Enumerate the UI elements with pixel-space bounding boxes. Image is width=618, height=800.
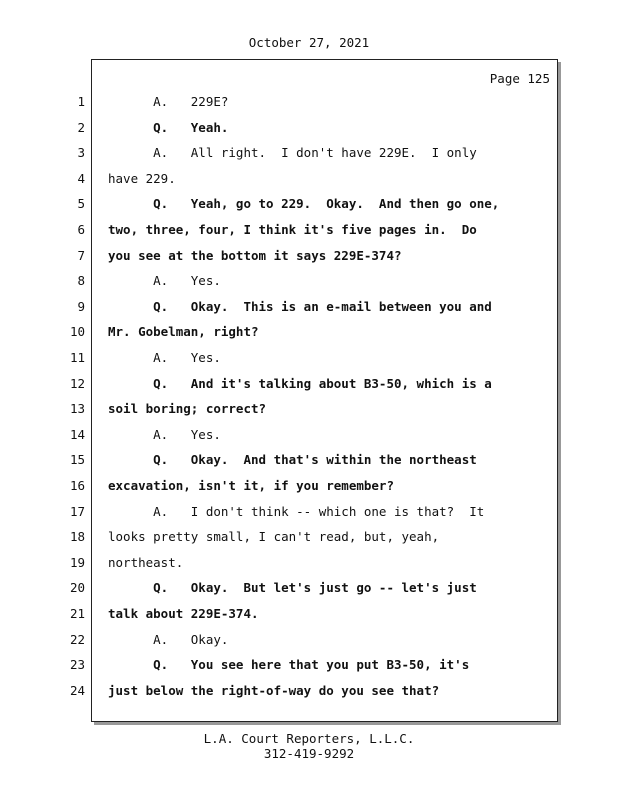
line-text: talk about 229E-374. — [108, 606, 259, 621]
line-text: A. Yes. — [108, 350, 221, 365]
line-text: A. 229E? — [108, 94, 229, 109]
line-number: 18 — [69, 529, 85, 545]
line-text: A. Yes. — [108, 426, 221, 442]
line-text: excavation, isn't it, if you remember? — [108, 478, 394, 493]
line-text: Q. Yeah, go to 229. Okay. And then go one, — [108, 196, 500, 212]
line-text: A. I don't think -- which one is that? It — [108, 503, 485, 519]
line-number: 23 — [69, 657, 85, 673]
line-number: 12 — [69, 375, 85, 391]
line-number: 7 — [77, 247, 85, 263]
line-number: 11 — [69, 350, 85, 365]
line-text: A. Okay. — [108, 631, 229, 647]
line-number: 19 — [69, 554, 85, 570]
line-text: two, three, four, I think it's five pages in. Do — [108, 222, 477, 237]
line-number: 24 — [69, 682, 85, 698]
line-number: 4 — [77, 170, 85, 186]
line-number: 10 — [69, 324, 85, 340]
line-number: 5 — [77, 196, 85, 212]
line-text: Q. And it's talking about B3-50, which is a — [108, 375, 492, 391]
line-text: Mr. Gobelman, right? — [108, 324, 259, 340]
line-number: 17 — [69, 503, 85, 519]
line-number: 13 — [69, 401, 85, 417]
line-text: soil boring; correct? — [108, 401, 267, 417]
line-text: you see at the bottom it says 229E-374? — [108, 247, 402, 263]
page-number: Page 125 — [489, 71, 550, 86]
line-text: looks pretty small, I can't read, but, yeah, — [108, 529, 440, 545]
line-text: Q. Okay. And that's within the northeast — [108, 452, 477, 468]
line-text: A. Yes. — [108, 273, 221, 289]
line-number: 3 — [77, 145, 85, 161]
line-text: Q. You see here that you put B3-50, it's — [108, 657, 470, 673]
footer-phone: 312-419-9292 — [263, 746, 355, 761]
line-text: Q. Okay. This is an e-mail between you and — [108, 298, 492, 314]
line-number: 14 — [69, 426, 85, 442]
line-number: 16 — [69, 478, 85, 493]
line-text: Q. Yeah. — [108, 119, 229, 135]
line-text: Q. Okay. But let's just go -- let's just — [108, 580, 477, 596]
footer — [0, 731, 618, 761]
line-number: 1 — [77, 94, 85, 109]
line-number: 21 — [69, 606, 85, 621]
line-number: 22 — [69, 631, 85, 647]
line-text: A. All right. I don't have 229E. I only — [108, 145, 477, 161]
line-text: have 229. — [108, 170, 176, 186]
line-number: 2 — [77, 119, 85, 135]
footer-company: L.A. Court Reporters, L.L.C. — [203, 731, 415, 746]
line-number: 15 — [69, 452, 85, 468]
line-number: 9 — [77, 298, 85, 314]
line-number: 8 — [77, 273, 85, 289]
header-date: October 27, 2021 — [248, 35, 370, 50]
line-number: 6 — [77, 222, 85, 237]
line-number: 20 — [69, 580, 85, 596]
line-text: just below the right-of-way do you see that? — [108, 682, 440, 698]
line-text: northeast. — [108, 554, 184, 570]
